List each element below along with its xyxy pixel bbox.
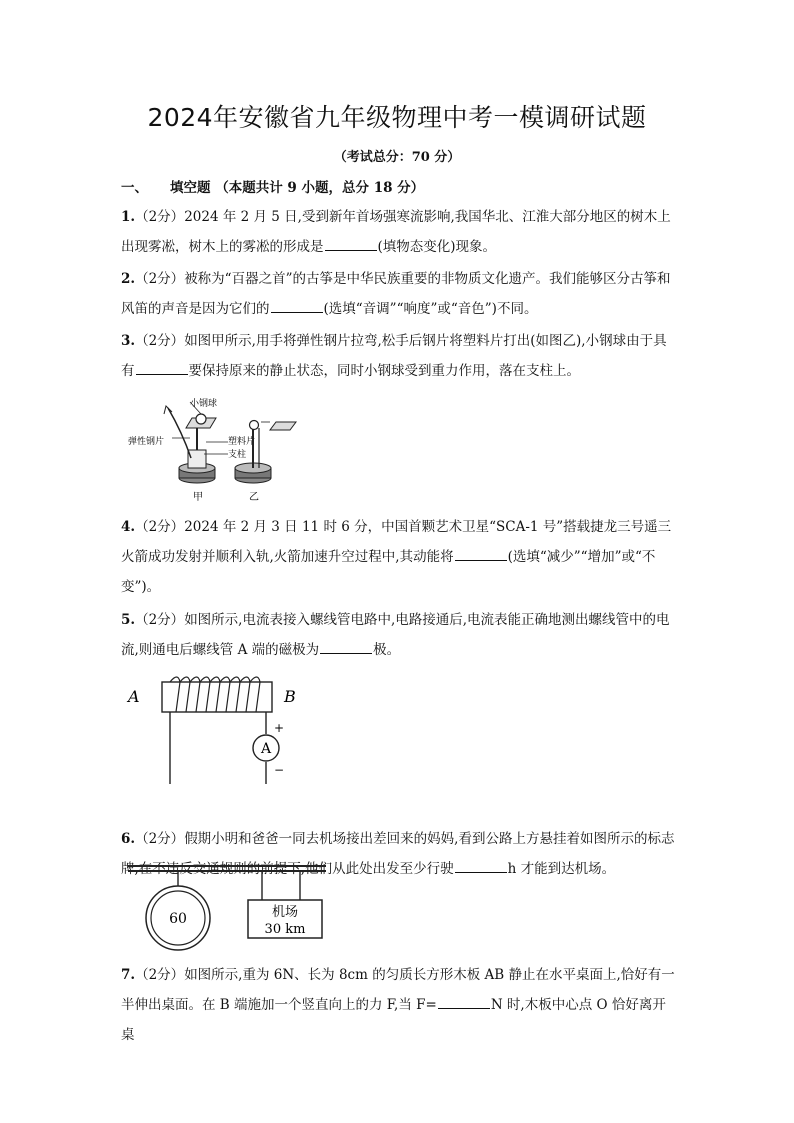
ammeter-label: A (260, 741, 272, 757)
question-text-after: h 才能到达机场。 (507, 861, 616, 877)
figure-solenoid-circuit (122, 670, 322, 788)
question-3 (121, 326, 677, 386)
question-score: （2分） (135, 209, 185, 225)
figure-road-signs (122, 862, 332, 954)
label-jia: 甲 (193, 492, 203, 503)
question-number: 6. (121, 831, 136, 847)
answer-blank[interactable] (271, 298, 323, 313)
question-text: 2024 年 2 月 5 日,受到新年首场强寒流影响,我国华北、江淮大部分地区的树木上出现雾凇，树木上的雾凇的形成是 (121, 209, 671, 255)
question-text-after: (填物态变化)现象。 (377, 239, 497, 255)
question-text-after: 要保持原来的静止状态，同时小钢球受到重力作用，落在支柱上。 (188, 363, 580, 379)
answer-blank[interactable] (325, 236, 377, 251)
question-1 (121, 202, 677, 262)
label-post: 支柱 (228, 450, 247, 460)
end-a-label: A (128, 687, 140, 706)
question-score: （2分） (135, 831, 185, 847)
question-number: 5. (121, 612, 136, 628)
answer-blank[interactable] (320, 639, 372, 654)
question-score: （2分） (135, 333, 185, 349)
answer-blank[interactable] (455, 858, 507, 873)
question-number: 7. (121, 967, 136, 983)
question-text: 假期小明和爸爸一同去机场接出差回来的妈妈,看到公路上方悬挂着如图所示的标志牌,在不违反交通规则的前提下,他们从此处出发至少行驶 (121, 831, 675, 877)
destination-label: 机场 (271, 905, 299, 920)
question-number: 2. (121, 271, 136, 287)
section-label: 填空题 （本题共计 9 小题，总分 18 分） (170, 180, 425, 196)
label-plastic-sheet: 塑料片 (228, 437, 256, 447)
page-subtitle: （考试总分：70 分） (333, 150, 461, 165)
distance-label: 30 km (264, 922, 306, 937)
question-score: （2分） (135, 612, 185, 628)
question-text-after: N 时,木板中心点 O 恰好离开桌 (121, 997, 666, 1043)
label-spring-steel: 弹性钢片 (128, 437, 165, 447)
question-number: 1. (121, 209, 136, 225)
question-score: （2分） (135, 519, 185, 535)
question-number: 3. (121, 333, 136, 349)
question-5 (121, 605, 677, 665)
question-score: （2分） (135, 271, 185, 287)
figure-steel-ball-experiment (120, 392, 320, 507)
question-text: 如图甲所示,用手将弹性钢片拉弯,松手后钢片将塑料片打出(如图乙),小钢球由于具有 (121, 333, 667, 379)
label-yi: 乙 (249, 492, 259, 503)
question-2 (121, 264, 677, 324)
question-text: 如图所示,电流表接入螺线管电路中,电路接通后,电流表能正确地测出螺线管中的电流,则通电后螺线管 A 端的磁极为 (121, 612, 670, 658)
question-text-after: (选填“音调”“响度”或“音色”)不同。 (323, 301, 538, 317)
question-score: （2分） (135, 967, 185, 983)
question-text: 被称为“百器之首”的古筝是中华民族重要的非物质文化遗产。我们能够区分古筝和风笛的声音是因为它们的 (121, 271, 671, 317)
answer-blank[interactable] (136, 360, 188, 375)
end-b-label: B (284, 687, 296, 706)
question-4 (121, 512, 677, 602)
section-number: 一、 (121, 180, 148, 196)
speed-limit-value: 60 (169, 911, 187, 927)
question-text-after: (选填“减少”“增加”或“不变”)。 (121, 549, 656, 595)
terminal-minus: − (274, 763, 285, 777)
question-text: 如图所示,重为 6N、长为 8cm 的匀质长方形木板 AB 静止在水平桌面上,恰好有一半伸出桌面。在 B 端施加一个竖直向上的力 F,当 F= (121, 967, 675, 1013)
question-text: 2024 年 2 月 3 日 11 时 6 分，中国首颗艺术卫星“SCA-1 号”搭载捷龙三号遥三火箭成功发射并顺利入轨,火箭加速升空过程中,其动能将 (121, 519, 672, 565)
question-text-after: 极。 (373, 642, 401, 658)
section-heading (121, 176, 424, 196)
page-title: 2024年安徽省九年级物理中考一模调研试题 (147, 103, 647, 132)
label-steel-ball: 小钢球 (190, 399, 218, 409)
terminal-plus: + (274, 721, 285, 735)
answer-blank[interactable] (455, 546, 507, 561)
question-7 (121, 960, 677, 1050)
answer-blank[interactable] (438, 994, 490, 1009)
question-number: 4. (121, 519, 136, 535)
